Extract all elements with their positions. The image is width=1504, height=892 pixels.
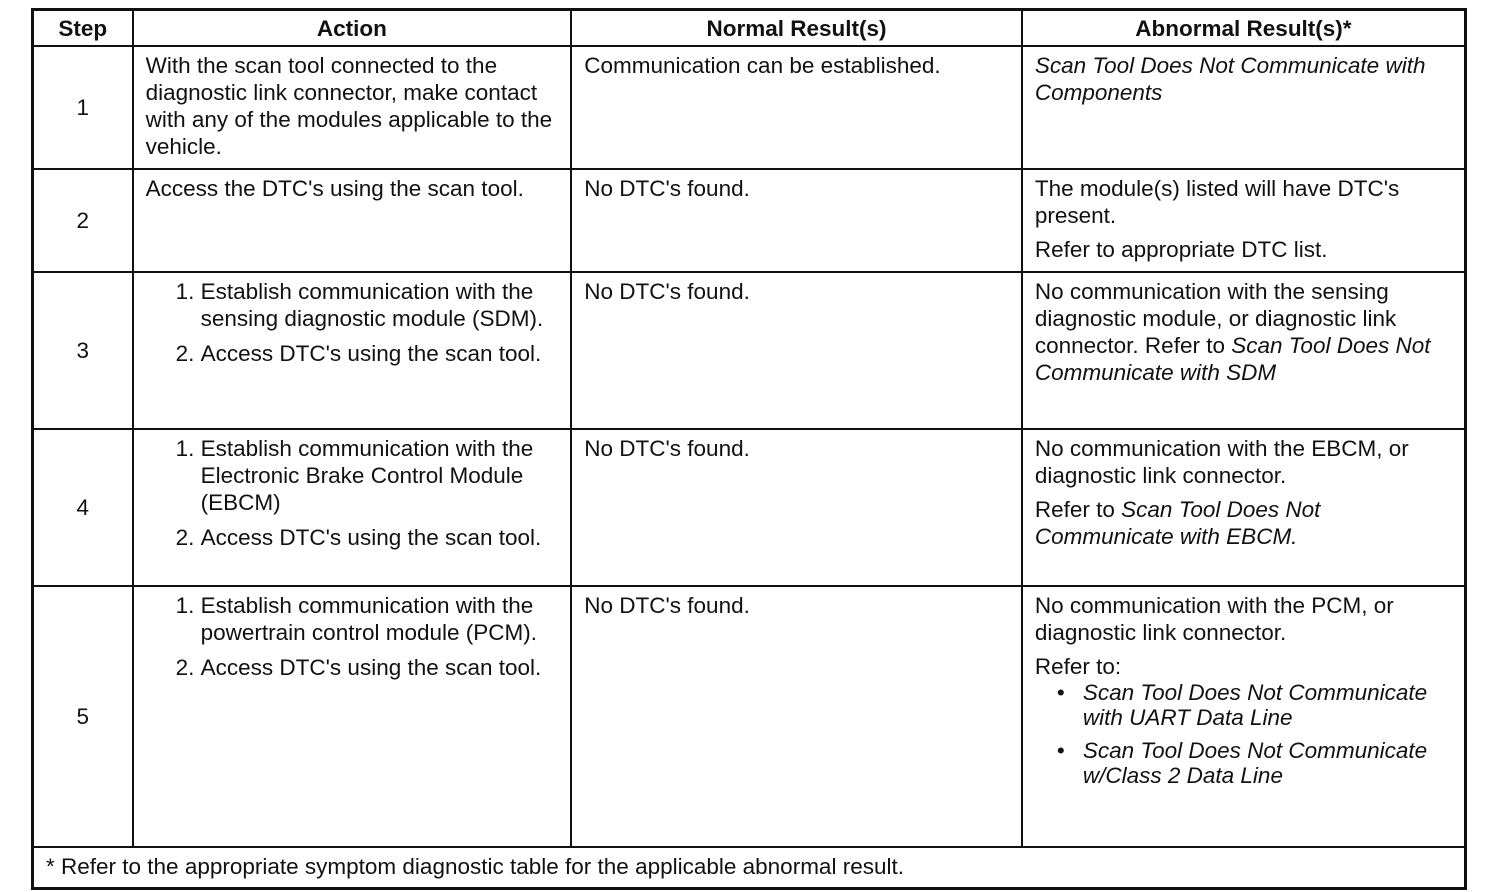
table-row [33, 169, 1466, 272]
normal-result-cell: Communication can be established. [571, 46, 1022, 169]
normal-result-cell: No DTC's found. [571, 586, 1022, 847]
action-step-item: 1. Establish communication with the Electronic Brake Control Module (EBCM) [201, 435, 563, 516]
step-number: 3 [33, 272, 133, 429]
action-cell [133, 429, 572, 586]
abnormal-paragraph [1035, 496, 1456, 550]
abnormal-result-cell [1022, 586, 1466, 847]
action-cell [133, 169, 572, 272]
reference-list [1035, 680, 1456, 788]
header-normal-results: Normal Result(s) [571, 10, 1022, 47]
abnormal-text: Refer to [1034, 497, 1122, 522]
action-text: Access the DTC's using the scan tool. [145, 176, 524, 201]
action-step-item: 1. Establish communication with the sensing diagnostic module (SDM). [201, 278, 563, 332]
action-steps-list [146, 592, 563, 681]
table-row [33, 46, 1466, 169]
abnormal-text: Refer to appropriate DTC list. [1034, 237, 1328, 262]
action-steps-list [146, 278, 563, 367]
action-cell [133, 272, 572, 429]
table-row [33, 586, 1466, 847]
abnormal-result-cell [1022, 429, 1466, 586]
abnormal-text: No communication with the EBCM, or diagnostic link connector. [1034, 436, 1409, 488]
step-number: 5 [33, 586, 133, 847]
footnote: * Refer to the appropriate symptom diagnostic table for the applicable abnormal result. [33, 847, 1466, 889]
abnormal-text: The module(s) listed will have DTC's present. [1034, 176, 1400, 228]
abnormal-reference: Scan Tool Does Not Communicate with EBCM. [1034, 497, 1321, 549]
normal-result-cell: No DTC's found. [571, 169, 1022, 272]
table-header-row [33, 10, 1466, 47]
abnormal-result-cell [1022, 169, 1466, 272]
abnormal-result-cell [1022, 272, 1466, 429]
action-step-item: 2. Access DTC's using the scan tool. [201, 340, 563, 367]
step-number: 4 [33, 429, 133, 586]
abnormal-result-cell [1022, 46, 1466, 169]
action-step-item: 1. Establish communication with the powertrain control module (PCM). [201, 592, 563, 646]
reference-item: • Scan Tool Does Not Communicate w/Class 2 Data Line [1083, 738, 1456, 788]
action-steps-list [146, 435, 563, 551]
abnormal-reference: Scan Tool Does Not Communicate with SDM [1034, 333, 1431, 385]
header-action: Action [133, 10, 572, 47]
normal-result-cell: No DTC's found. [571, 272, 1022, 429]
table-row [33, 272, 1466, 429]
diagnostic-table [31, 8, 1467, 890]
abnormal-text: No communication with the sensing diagnostic module, or diagnostic link connector. Refer to [1034, 279, 1397, 358]
header-abnormal-results: Abnormal Result(s)* [1022, 10, 1466, 47]
abnormal-reference: Scan Tool Does Not Communicate with Components [1034, 53, 1426, 105]
action-step-item: 2. Access DTC's using the scan tool. [201, 524, 563, 551]
action-step-item: 2. Access DTC's using the scan tool. [201, 654, 563, 681]
step-number: 1 [33, 46, 133, 169]
normal-result-cell: No DTC's found. [571, 429, 1022, 586]
step-number: 2 [33, 169, 133, 272]
table-row [33, 429, 1466, 586]
action-text: With the scan tool connected to the diagnostic link connector, make contact with any of the modules applicable to the vehicle. [145, 53, 553, 159]
header-step: Step [33, 10, 133, 47]
reference-item: • Scan Tool Does Not Communicate with UART Data Line [1083, 680, 1456, 730]
abnormal-text: Refer to: [1034, 654, 1122, 679]
action-cell [133, 46, 572, 169]
footnote-row [33, 847, 1466, 889]
action-cell [133, 586, 572, 847]
abnormal-text: No communication with the PCM, or diagnostic link connector. [1034, 593, 1394, 645]
